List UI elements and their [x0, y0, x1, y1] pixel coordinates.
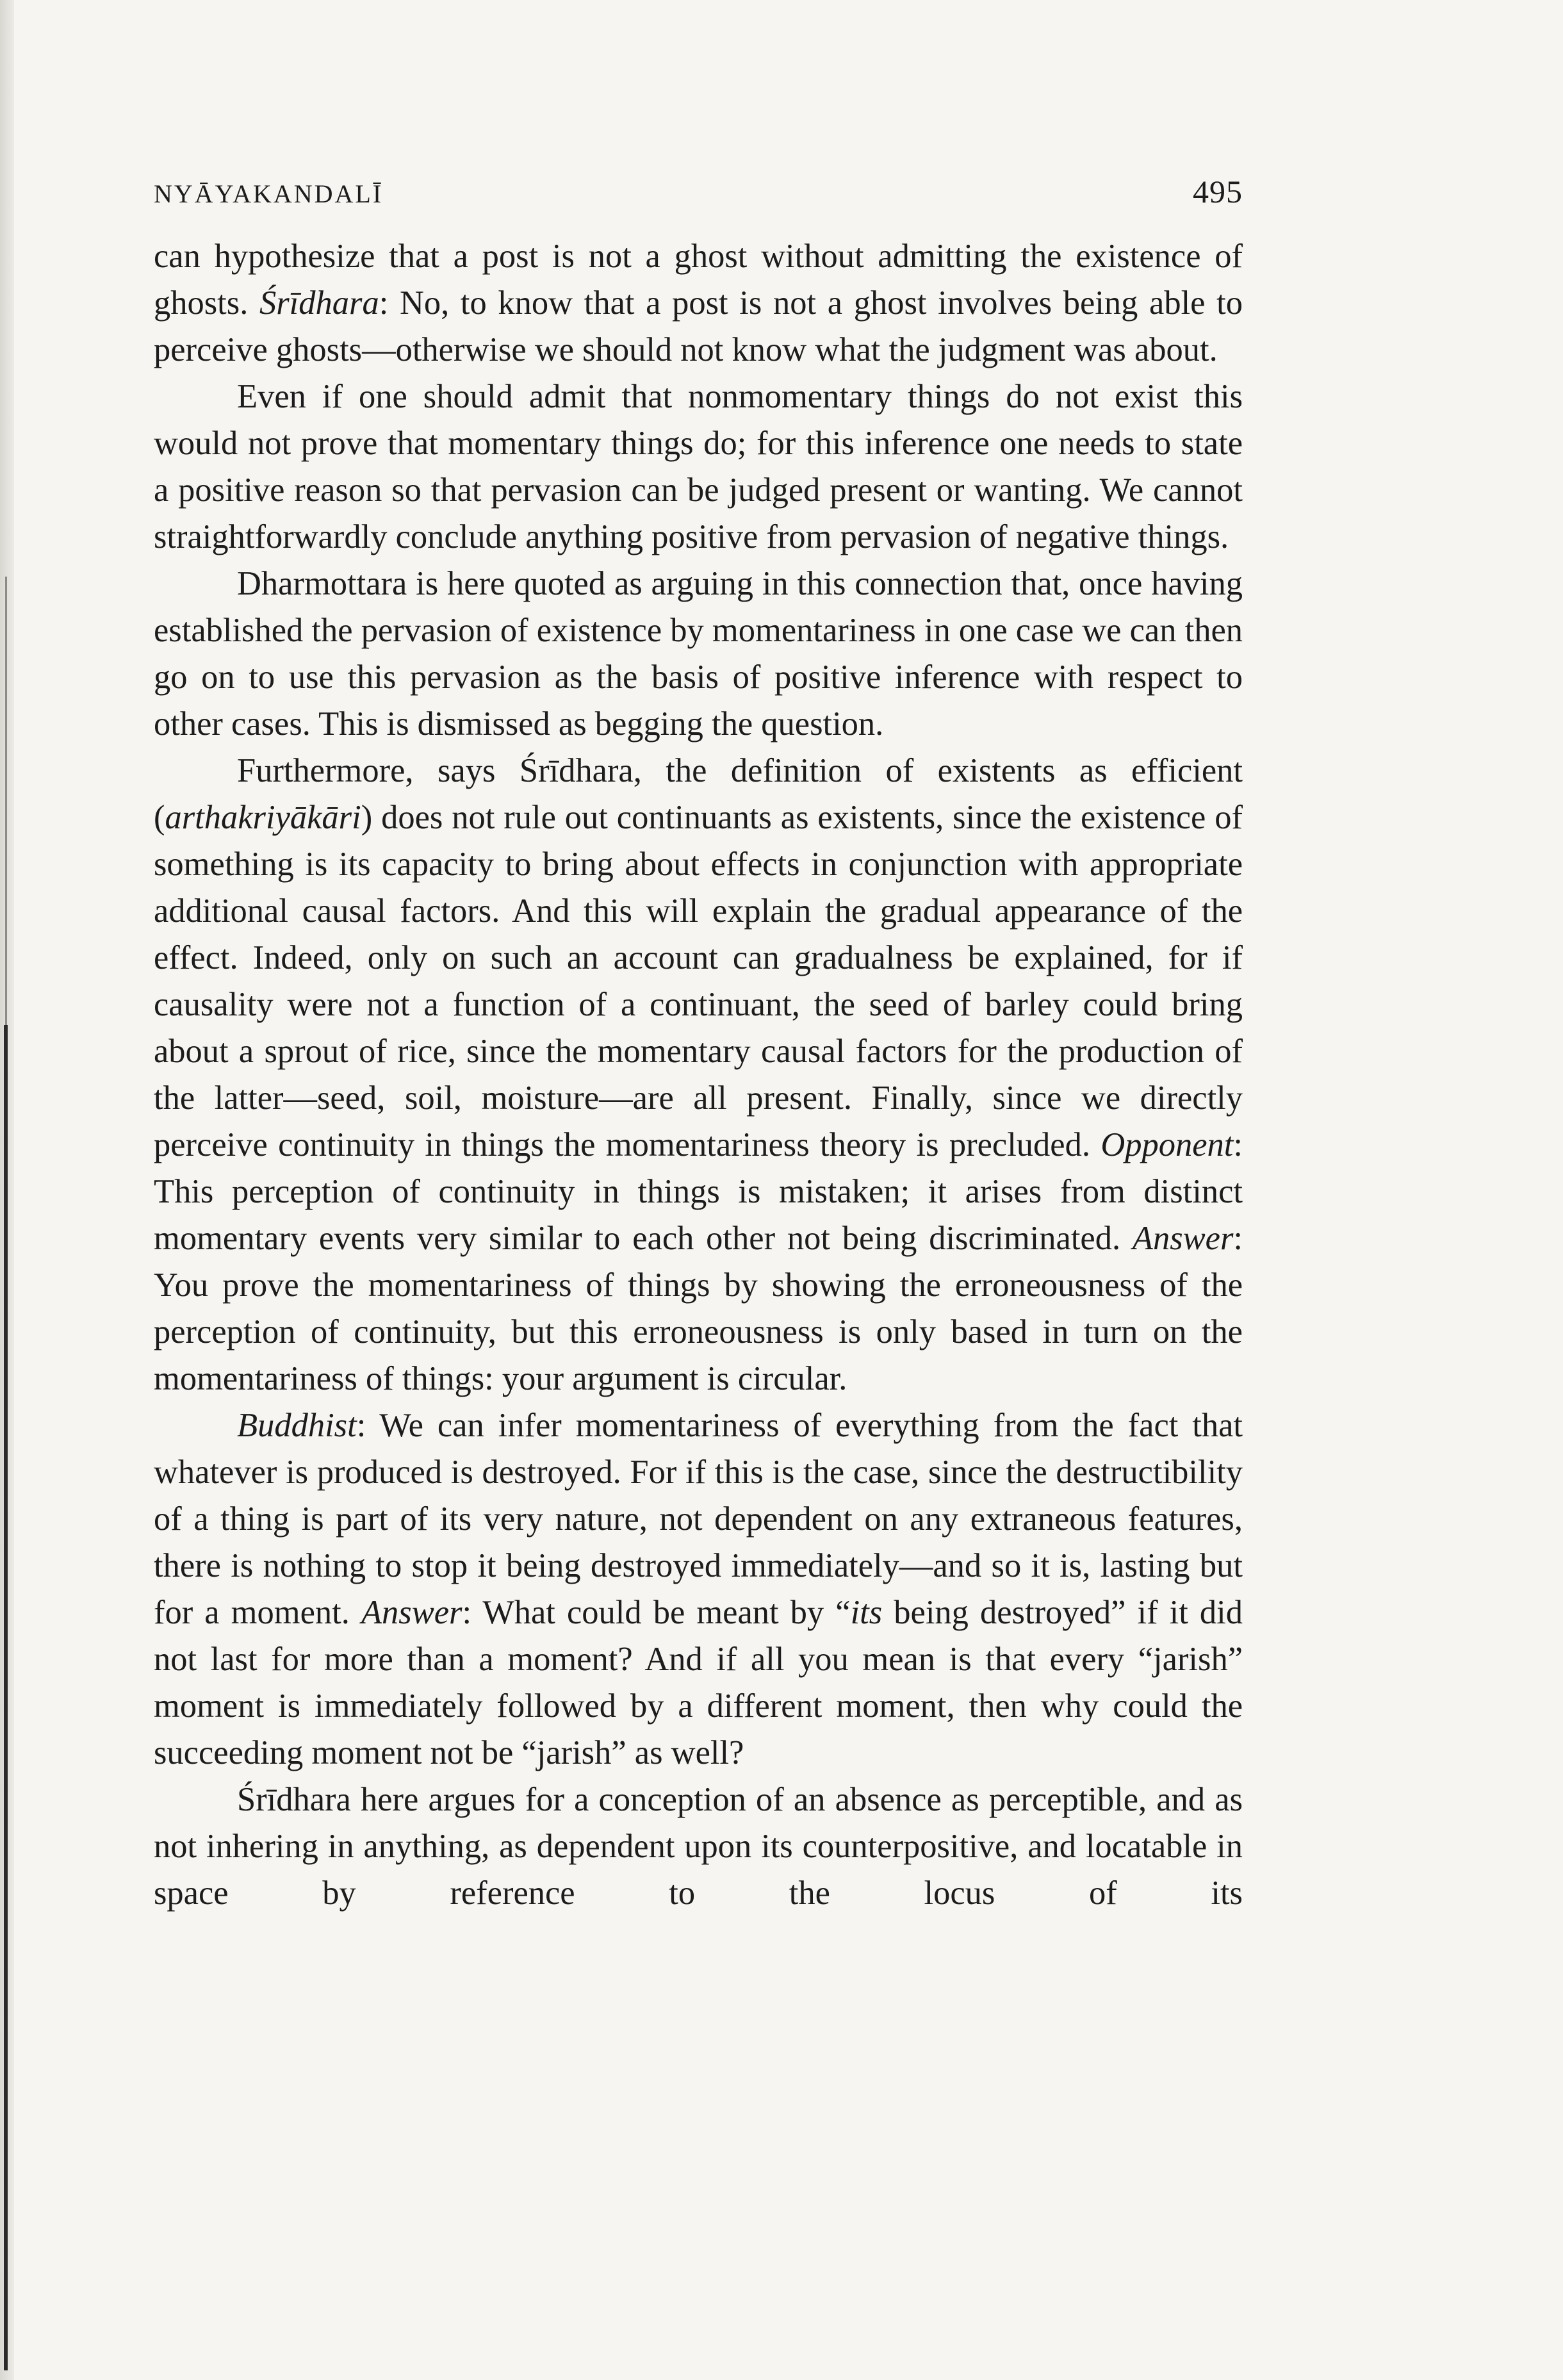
text-segment: Śrīdhara here argues for a conception of an absence as perceptible, and as not inhering in anything, as dependent upon its counterpositive, and locatable in space by reference to the locus of its [154, 1781, 1243, 1912]
text-segment: can hypothesize that a post is not a ghost without admitting the existence of ghosts. [154, 238, 1243, 322]
italic-term: Śrīdhara [259, 284, 379, 322]
italic-term: its [850, 1594, 883, 1631]
paragraph-2 [154, 373, 1243, 561]
paragraph-6 [154, 1777, 1243, 1917]
page-header [154, 173, 1243, 231]
text-segment: : This perception of continuity in things is mistaken; it arises from distinct momentary events very similar to each other not being discriminated. [154, 1126, 1243, 1257]
binding-shadow [5, 577, 7, 1025]
paragraph-4 [154, 748, 1243, 1402]
italic-term: Buddhist [237, 1407, 357, 1444]
document-page [154, 173, 1243, 1917]
text-segment: ) does not rule out continuants as existents, since the existence of something is its capacity to bring about effects in conjunction with appropriate additional causal factors. And this will explain the gradual appearance of the effect. Indeed, only on such an account can gradualness be explained, for if causality were not a function of a continuant, the seed of barley could bring about a sprout of rice, since the momentary causal factors for the production of the latter—seed, soil, moisture—are all present. Finally, since we directly perceive continuity in things the momentariness theory is precluded. [154, 799, 1243, 1163]
page-binding-edge [0, 0, 14, 2380]
text-segment: : You prove the momentariness of things by showing the erroneousness of the perception of continuity, but this erroneousness is only based in turn on the momentariness of things: your argument is circular. [154, 1220, 1243, 1397]
text-segment: Dharmottara is here quoted as arguing in this connection that, once having established the pervasion of existence by momentariness in one case we can then go on to use this pervasion as the basis of positive inference with respect to other cases. This is dismissed as begging the question. [154, 565, 1243, 743]
page-number: 495 [1193, 174, 1243, 209]
text-segment: : What could be meant by “ [462, 1594, 851, 1631]
text-segment: Even if one should admit that nonmomentary things do not exist this would not prove that momentary things do; for this inference one needs to state a positive reason so that pervasion can be judged present or wanting. We cannot straightforwardly conclude anything positive from pervasion of negative things. [154, 378, 1243, 555]
paragraph-1 [154, 233, 1243, 373]
text-segment: : No, to know that a post is not a ghost involves being able to perceive ghosts—otherwise we should not know what the judgment was about. [154, 284, 1243, 368]
italic-term: Answer [1132, 1220, 1234, 1257]
text-segment: : We can infer momentariness of everything from the fact that whatever is produced is destroyed. For if this is the case, since the destructibility of a thing is part of its very nature, not dependent on any extraneous features, there is nothing to stop it being destroyed immediately—and so it is, lasting but for a moment. [154, 1407, 1243, 1631]
body-text [154, 233, 1243, 1917]
italic-term: arthakriyākāri [165, 799, 361, 836]
running-title: NYĀYAKANDALĪ [154, 179, 384, 208]
italic-term: Opponent [1101, 1126, 1234, 1163]
text-segment: Furthermore, says Śrīdhara, the definition of existents as efficient ( [154, 752, 1243, 836]
paragraph-5 [154, 1402, 1243, 1777]
italic-term: Answer [361, 1594, 462, 1631]
text-segment: being destroyed” if it did not last for more than a moment? And if all you mean is that every “jarish” moment is immediately followed by a different moment, then why could the succeeding moment not be “jarish” as well? [154, 1594, 1243, 1771]
binding-line [4, 1025, 8, 2370]
paragraph-3 [154, 561, 1243, 748]
